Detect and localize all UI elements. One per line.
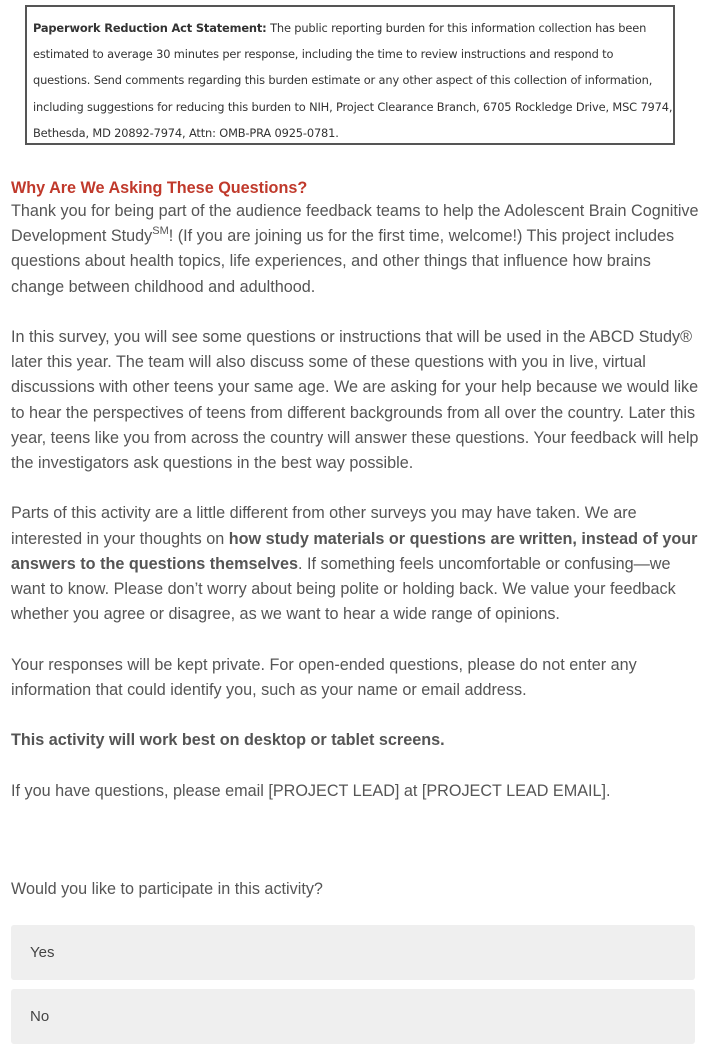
- device-note-text: This activity will work best on desktop or tablet screens.: [11, 731, 445, 750]
- section-heading: Why Are We Asking These Questions?: [11, 179, 308, 197]
- contact-paragraph: If you have questions, please email [PROJECT LEAD] at [PROJECT LEAD EMAIL].: [11, 781, 611, 800]
- choice-no[interactable]: [11, 989, 695, 1044]
- choice-no-label: No: [30, 1008, 50, 1025]
- intro-p3-text-b: . If something feels uncomfortable or confusing—we want to know. Please don’t worry about being polite or holding back. We value your feedback whether you agree or disagree, as we want to hear a wide range of opinions.: [11, 554, 676, 624]
- intro-paragraph-2: In this survey, you will see some questions or instructions that will be used in the ABCD Study® later this year. The team will also discuss some of these questions with you in live, virtual discussions with other teens your same age. We are asking for your help because we would like to hear the perspectives of teens from different backgrounds from all over the country. Later this year, teens like you from across the country will answer these questions. Your feedback will help the investigators ask questions in the best way possible.: [11, 328, 699, 473]
- choice-yes-label: Yes: [30, 944, 55, 961]
- intro-p1-text-a: Thank you for being part of the audience feedback teams to help the Adolescent Brain Cognitive Development Study: [11, 202, 699, 246]
- privacy-paragraph: Your responses will be kept private. For open-ended questions, please do not enter any information that could identify you, such as your name or email address.: [11, 655, 637, 699]
- intro-section: [11, 177, 701, 829]
- participation-question: Would you like to participate in this activity?: [11, 880, 323, 898]
- intro-paragraph-3: [11, 501, 701, 627]
- intro-paragraph-1: [11, 199, 701, 300]
- intro-p3-text-a: Parts of this activity are a little different from other surveys you may have taken. We are interested in your thoughts on: [11, 504, 637, 548]
- service-mark: SM: [152, 224, 169, 237]
- pra-label: Paperwork Reduction Act Statement:: [33, 21, 267, 35]
- intro-p3-emphasis: how study materials or questions are written, instead of your answers to the questions themselves: [11, 529, 698, 573]
- choice-yes[interactable]: [11, 925, 695, 980]
- intro-p1-text-b: ! (If you are joining us for the first time, welcome!) This project includes questions about health topics, life experiences, and other things that influence how brains change between childhood and adulthood.: [11, 227, 675, 296]
- device-note: [11, 728, 701, 753]
- paperwork-reduction-statement: [25, 5, 675, 145]
- pra-text: The public reporting burden for this information collection has been estimated to average 30 minutes per response, including the time to review instructions and respond to questions. Send comments regarding this burden estimate or any other aspect of this collection of information, including suggestions for reducing this burden to NIH, Project Clearance Branch, 6705 Rockledge Drive, MSC 7974, Bethesda, MD 20892-7974, Attn: OMB-PRA 0925-0781.: [33, 21, 673, 140]
